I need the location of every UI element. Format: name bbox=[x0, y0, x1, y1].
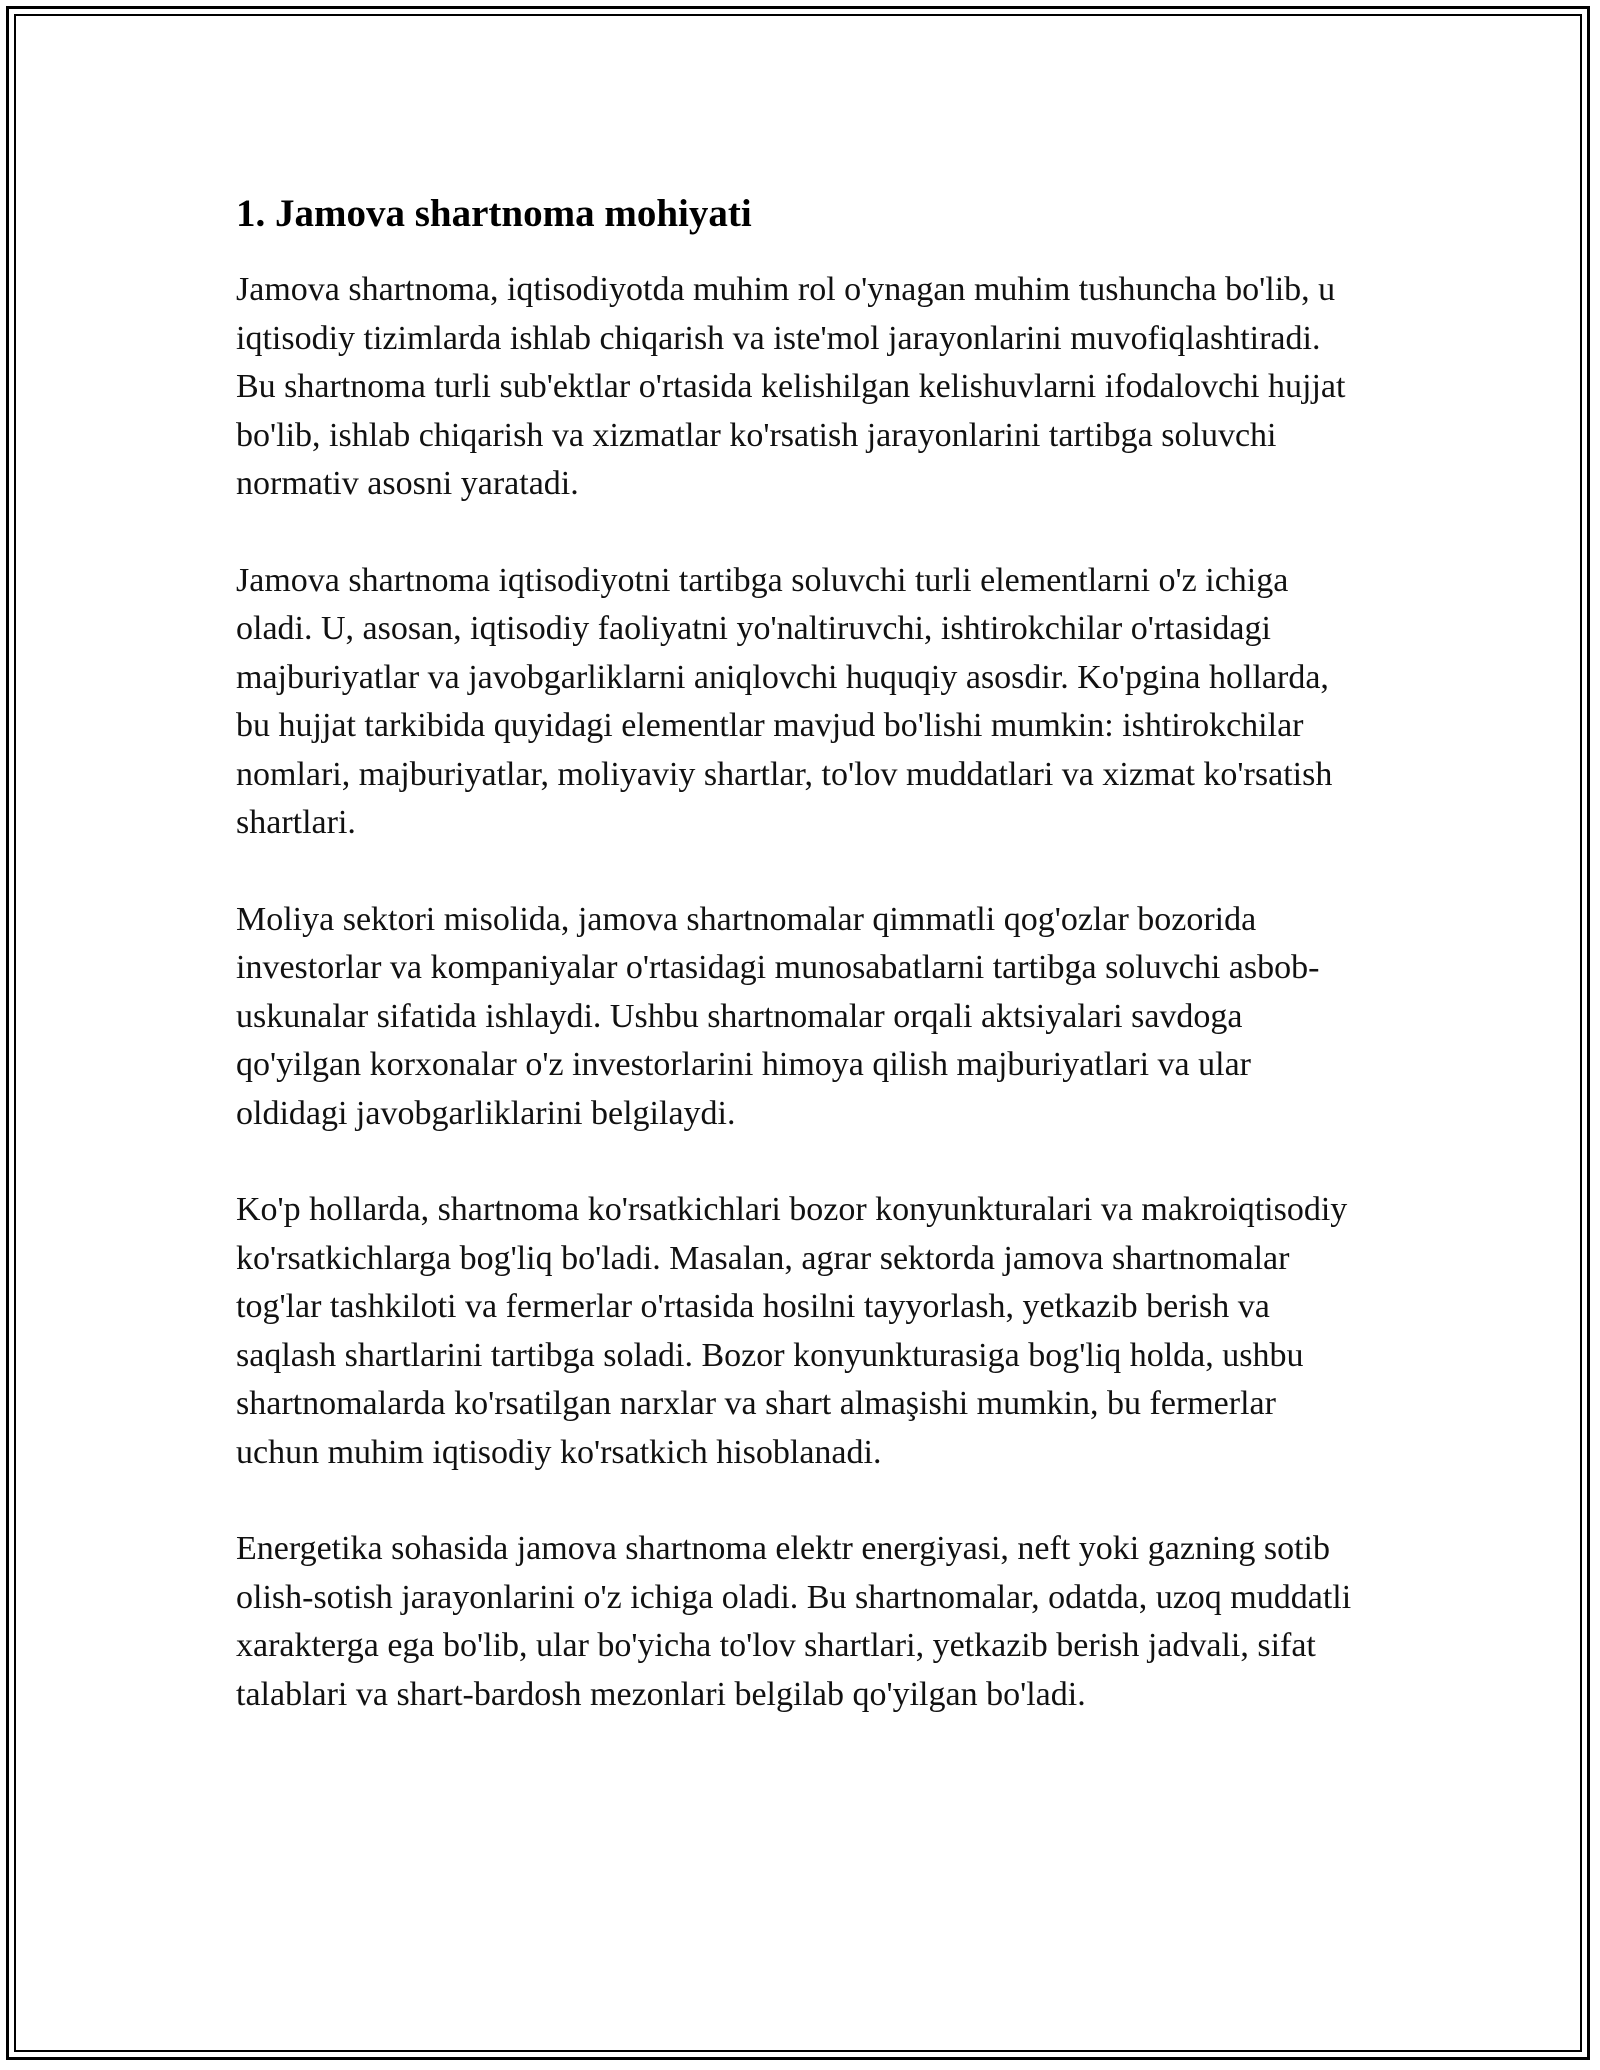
document-body bbox=[236, 188, 1366, 1767]
section-heading: 1. Jamova shartnoma mohiyati bbox=[236, 192, 752, 235]
paragraph-1: Jamova shartnoma, iqtisodiyotda muhim rol o'ynagan muhim tushuncha bo'lib, u iqtisodiy tizimlarda ishlab chiqarish va iste'mol jarayonlarini muvofiqlashtiradi. Bu shartnoma turli sub'ektlar o'rtasida kelishilgan kelishuvlarni ifodalovchi hujjat bo'lib, ishlab chiqarish va xizmatlar ko'rsatish jarayonlarini tartibga soluvchi normativ asosni yaratadi. bbox=[236, 271, 1346, 502]
paragraph-4: Ko'p hollarda, shartnoma ko'rsatkichlari bozor konyunkturalari va makroiqtisodiy ko'rsatkichlarga bog'liq bo'ladi. Masalan, agrar sektorda jamova shartnomalar tog'lar tashkiloti va fermerlar o'rtasida hosilni tayyorlash, yetkazib berish va saqlash shartlarini tartibga soladi. Bozor konyunkturasiga bog'liq holda, ushbu shartnomalarda ko'rsatilgan narxlar va shart almaşishi mumkin, bu fermerlar uchun muhim iqtisodiy ko'rsatkich hisoblanadi. bbox=[236, 1191, 1348, 1471]
paragraph-2: Jamova shartnoma iqtisodiyotni tartibga soluvchi turli elementlarni o'z ichiga oladi. U, asosan, iqtisodiy faoliyatni yo'naltiruvchi, ishtirokchilar o'rtasidagi majburiyatlar va javobgarliklarni aniqlovchi huquqiy asosdir. Ko'pgina hollarda, bu hujjat tarkibida quyidagi elementlar mavjud bo'lishi mumkin: ishtirokchilar nomlari, majburiyatlar, moliyaviy shartlar, to'lov muddatlari va xizmat ko'rsatish shartlari. bbox=[236, 561, 1333, 841]
paragraph-5: Energetika sohasida jamova shartnoma elektr energiyasi, neft yoki gazning sotib olish-sotish jarayonlarini o'z ichiga oladi. Bu shartnomalar, odatda, uzoq muddatli xarakterga ega bo'lib, ular bo'yicha to'lov shartlari, yetkazib berish jadvali, sifat talablari va shart-bardosh mezonlari belgilab qo'yilgan bo'ladi. bbox=[236, 1530, 1352, 1713]
paragraph-3: Moliya sektori misolida, jamova shartnomalar qimmatli qog'ozlar bozorida investorlar va kompaniyalar o'rtasidagi munosabatlarni tartibga soluvchi asbob-uskunalar sifatida ishlaydi. Ushbu shartnomalar orqali aktsiyalari savdoga qo'yilgan korxonalar o'z investorlarini himoya qilish majburiyatlari va ular oldidagi javobgarliklarini belgilaydi. bbox=[236, 900, 1320, 1132]
